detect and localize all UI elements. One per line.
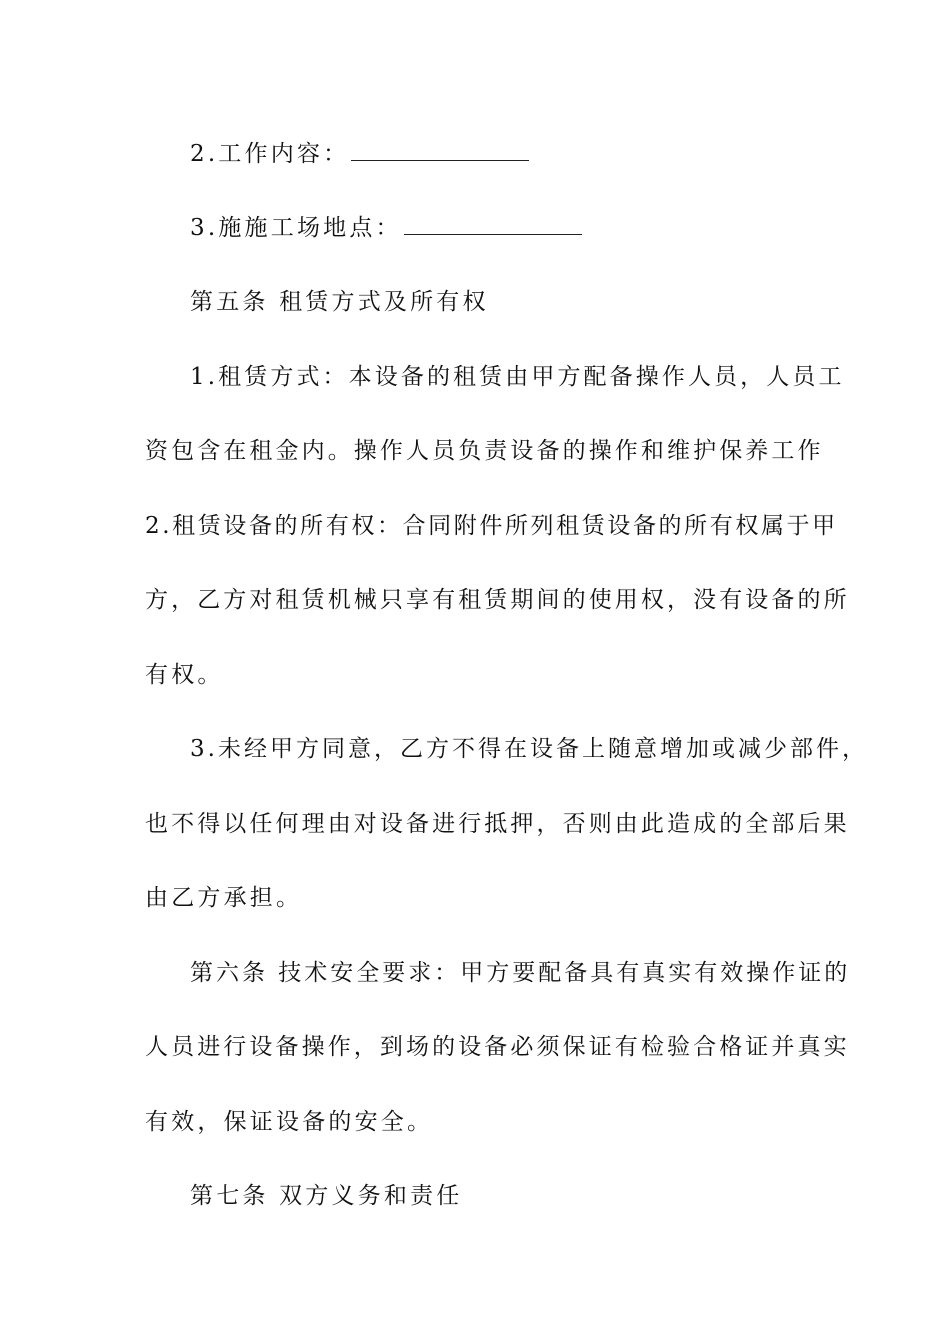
article-7-heading: 第七条 双方义务和责任 [190, 1183, 463, 1209]
work-content-blank [351, 140, 529, 161]
paragraph-line: 方，乙方对租赁机械只享有租赁期间的使用权，没有设备的所 [145, 587, 850, 613]
paragraph-line: 3.未经甲方同意，乙方不得在设备上随意增加或减少部件， [190, 736, 868, 762]
paragraph-line: 资包含在租金内。操作人员负责设备的操作和维护保养工作 [145, 438, 824, 464]
paragraph-line: 2.租赁设备的所有权：合同附件所列租赁设备的所有权属于甲 [145, 513, 838, 539]
paragraph-line: 也不得以任何理由对设备进行抵押，否则由此造成的全部后果 [145, 811, 850, 837]
site-location-line [190, 213, 582, 243]
paragraph-line: 人员进行设备操作，到场的设备必须保证有检验合格证并真实 [145, 1034, 850, 1060]
article-6-line: 第六条 技术安全要求：甲方要配备具有真实有效操作证的 [190, 960, 851, 986]
paragraph-line: 1.租赁方式：本设备的租赁由甲方配备操作人员，人员工 [190, 364, 845, 390]
work-content-label: 2.工作内容： [190, 141, 350, 167]
paragraph-line: 有权。 [145, 662, 224, 688]
paragraph-line: 有效，保证设备的安全。 [145, 1109, 434, 1135]
paragraph-line: 由乙方承担。 [145, 885, 303, 911]
site-location-blank [404, 214, 582, 235]
work-content-line [190, 139, 529, 169]
site-location-label: 3.施施工场地点： [190, 215, 402, 241]
article-5-heading: 第五条 租赁方式及所有权 [190, 289, 489, 315]
